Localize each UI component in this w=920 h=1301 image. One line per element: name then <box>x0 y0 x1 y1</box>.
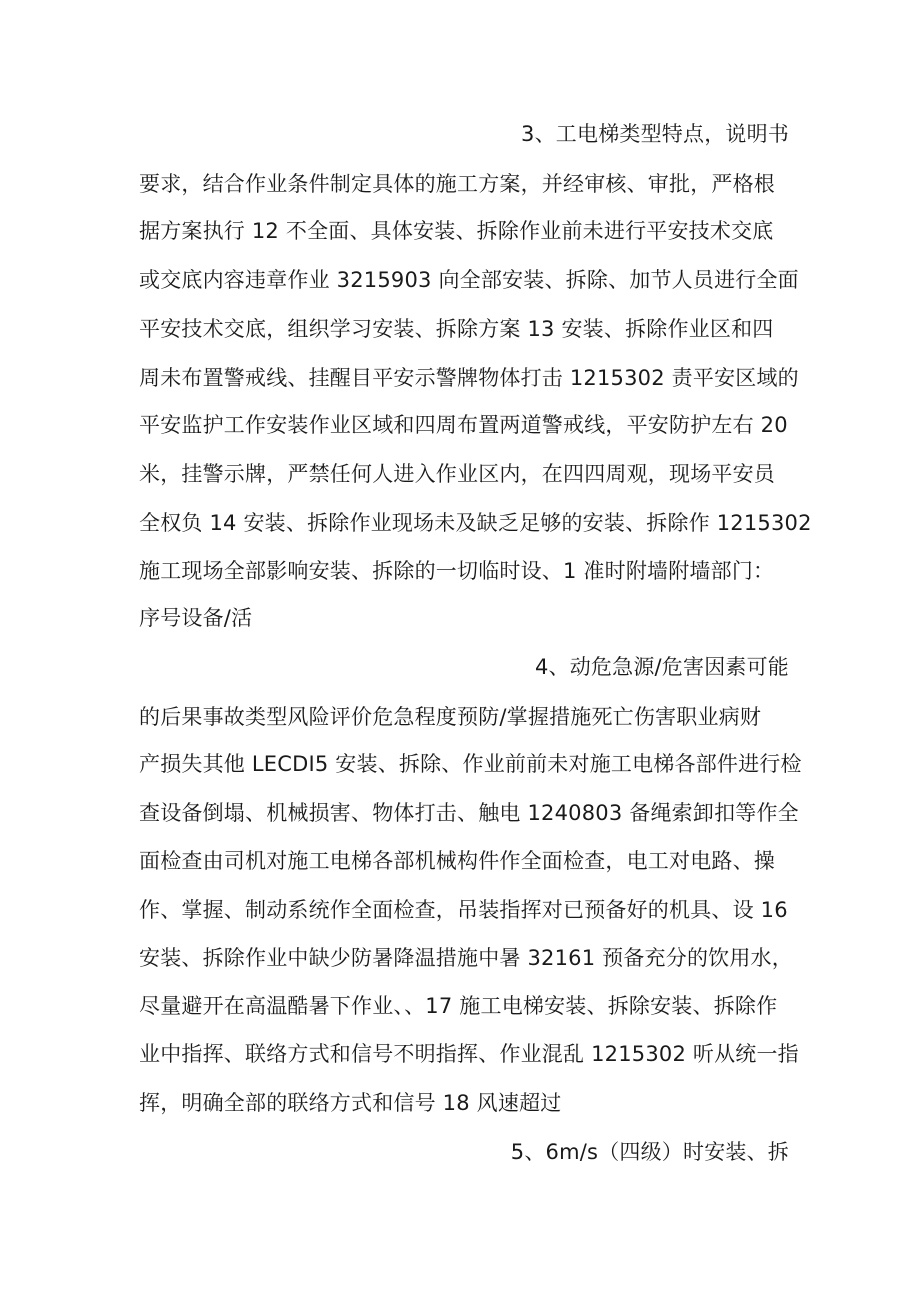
text-line: 挥，明确全部的联络方式和信号 18 风速超过 <box>139 1091 562 1115</box>
text-line: 据方案执行 12 不全面、具体安装、拆除作业前未进行平安技术交底 <box>139 219 774 243</box>
text-line: 全权负 14 安装、拆除作业现场未及缺乏足够的安装、拆除作 1215302 <box>139 511 812 535</box>
text-line: 的后果事故类型风险评价危急程度预防/掌握措施死亡伤害职业病财 <box>139 705 762 729</box>
text-line: 3、工电梯类型特点，说明书 <box>521 122 789 146</box>
text-line: 施工现场全部影响安装、拆除的一切临时设、1 准时附墙附墙部门： <box>139 559 775 583</box>
text-line: 要求，结合作业条件制定具体的施工方案，并经审核、审批，严格根 <box>139 172 775 196</box>
text-line: 产损失其他 LECDI5 安装、拆除、作业前前未对施工电梯各部件进行检 <box>139 752 802 776</box>
text-line: 或交底内容违章作业 3215903 向全部安装、拆除、加节人员进行全面 <box>139 268 799 292</box>
text-line: 5、6m/s（四级）时安装、拆 <box>510 1140 789 1164</box>
text-line: 查设备倒塌、机械损害、物体打击、触电 1240803 备绳索卸扣等作全 <box>139 801 799 825</box>
text-line: 作、掌握、制动系统作全面检查，吊装指挥对已预备好的机具、设 16 <box>139 898 788 922</box>
text-line: 4、动危急源/危害因素可能 <box>534 655 789 679</box>
text-line: 尽量避开在高温酷暑下作业、、17 施工电梯安装、拆除安装、拆除作 <box>139 994 778 1018</box>
text-line: 安装、拆除作业中缺少防暑降温措施中暑 32161 预备充分的饮用水， <box>139 946 793 970</box>
text-line: 面检查由司机对施工电梯各部机械构件作全面检查，电工对电路、操 <box>139 849 775 873</box>
text-line: 序号设备/活 <box>139 606 253 630</box>
text-line: 周未布置警戒线、挂醒目平安示警牌物体打击 1215302 责平安区域的 <box>139 366 799 390</box>
text-line: 米，挂警示牌，严禁任何人进入作业区内，在四四周观，现场平安员 <box>139 462 775 486</box>
text-line: 平安监护工作安装作业区域和四周布置两道警戒线，平安防护左右 20 <box>139 413 788 437</box>
text-line: 平安技术交底，组织学习安装、拆除方案 13 安装、拆除作业区和四 <box>139 317 774 341</box>
text-line: 业中指挥、联络方式和信号不明指挥、作业混乱 1215302 听从统一指 <box>139 1042 799 1066</box>
